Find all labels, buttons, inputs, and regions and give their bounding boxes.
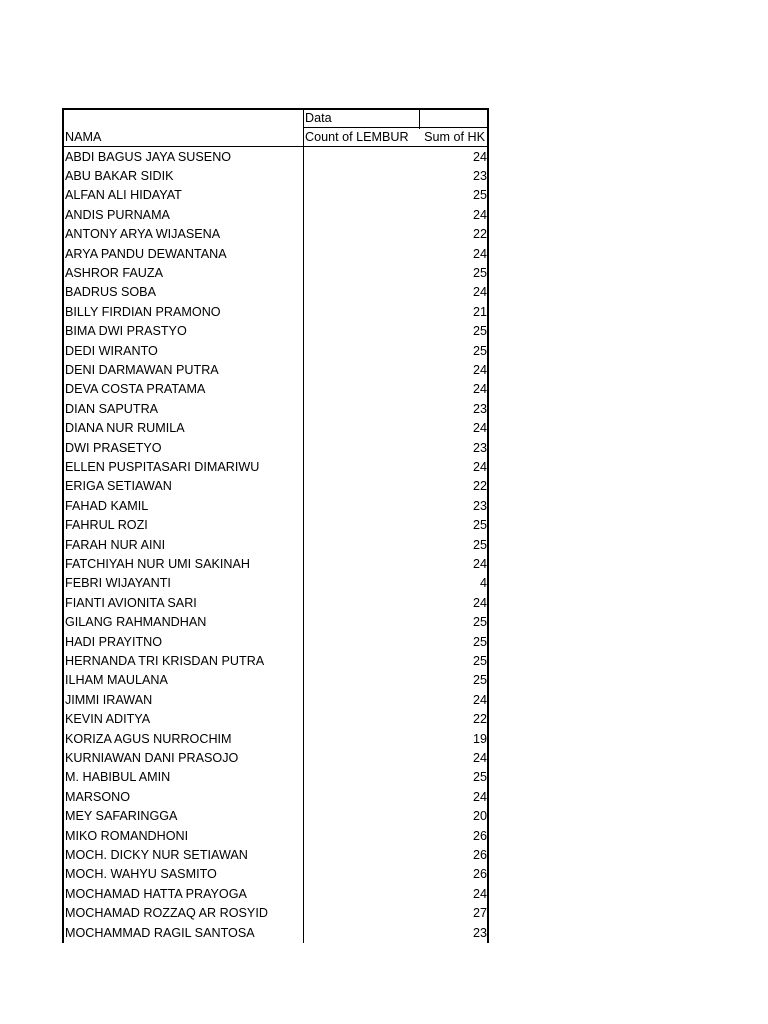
cell-sum-of-hk: 25 [472,518,487,533]
cell-sum-of-hk: 25 [472,188,487,203]
cell-sum-of-hk: 24 [472,207,487,222]
cell-nama: DEVA COSTA PRATAMA [65,382,206,397]
cell-count-of-lembur [304,633,420,652]
table-row [64,613,487,632]
cell-sum-of-hk: 25 [472,615,487,630]
cell-nama: BADRUS SOBA [65,285,156,300]
cell-nama: FATCHIYAH NUR UMI SAKINAH [65,557,250,571]
cell-nama: MOCHAMAD HATTA PRAYOGA [65,886,247,901]
cell-count-of-lembur [304,458,420,477]
cell-count-of-lembur [304,148,420,167]
table-row [64,865,487,884]
cell-nama: ABDI BAGUS JAYA SUSENO [65,149,232,164]
cell-nama: ANDIS PURNAMA [65,207,170,222]
cell-count-of-lembur [304,730,420,749]
header-row-columns [64,128,487,147]
cell-nama: ARYA PANDU DEWANTANA [65,246,227,261]
table-row [64,186,487,205]
cell-count-of-lembur [304,613,420,632]
cell-nama: JIMMI IRAWAN [65,692,153,707]
cell-count-of-lembur [304,904,420,923]
cell-sum-of-hk: 24 [472,751,487,765]
cell-sum-of-hk: 26 [472,867,487,882]
cell-sum-of-hk: 26 [472,828,487,843]
cell-nama: FAHRUL ROZI [65,518,148,533]
cell-sum-of-hk: 24 [472,886,487,901]
cell-nama: DIAN SAPUTRA [65,401,159,416]
cell-count-of-lembur [304,768,420,787]
cell-sum-of-hk: 20 [472,809,487,824]
cell-nama: HADI PRAYITNO [65,634,163,649]
cell-sum-of-hk: 21 [472,304,487,319]
cell-sum-of-hk: 24 [472,363,487,377]
cell-count-of-lembur [304,380,420,399]
cell-nama: HERNANDA TRI KRISDAN PUTRA [65,654,265,668]
cell-nama: DEDI WIRANTO [65,343,158,358]
cell-count-of-lembur [304,186,420,205]
cell-count-of-lembur [304,361,420,380]
cell-sum-of-hk: 24 [472,421,487,436]
cell-count-of-lembur [304,827,420,846]
table-row [64,419,487,438]
cell-nama: FIANTI AVIONITA SARI [65,595,197,610]
table-row [64,652,487,671]
cell-count-of-lembur [304,400,420,419]
cell-sum-of-hk: 25 [472,343,487,358]
table-row [64,691,487,710]
cell-nama: MARSONO [65,789,131,804]
cell-nama: MOCH. DICKY NUR SETIAWAN [65,848,248,862]
table-row [64,807,487,826]
table-row [64,846,487,865]
cell-nama: KORIZA AGUS NURROCHIM [65,731,232,746]
table-row [64,536,487,555]
cell-count-of-lembur [304,885,420,904]
cell-nama: M. HABIBUL AMIN [65,770,171,785]
cell-nama: MOCHAMMAD RAGIL SANTOSA [65,925,255,940]
cell-count-of-lembur [304,846,420,865]
cell-sum-of-hk: 25 [472,537,487,552]
cell-count-of-lembur [304,574,420,593]
table-row [64,283,487,302]
cell-count-of-lembur [304,749,420,768]
cell-sum-of-hk: 24 [472,149,487,164]
cell-count-of-lembur [304,865,420,884]
cell-count-of-lembur [304,225,420,244]
cell-nama: DIANA NUR RUMILA [65,421,185,436]
column-header-count-of-lembur: Count of LEMBUR [305,130,409,144]
table-row [64,594,487,613]
cell-nama: GILANG RAHMANDHAN [65,615,207,630]
table-row [64,148,487,167]
table-row [64,885,487,904]
cell-sum-of-hk: 23 [472,401,487,416]
cell-sum-of-hk: 25 [472,634,487,649]
cell-sum-of-hk: 23 [472,925,487,940]
column-header-sum-of-hk: Sum of HK [424,130,485,144]
cell-nama: MOCHAMAD ROZZAQ AR ROSYID [65,906,268,921]
header-row-data [64,109,487,128]
cell-nama: FARAH NUR AINI [65,537,166,552]
cell-nama: ABU BAKAR SIDIK [65,169,174,183]
table-row [64,400,487,419]
table-row [64,633,487,652]
cell-count-of-lembur [304,788,420,807]
cell-sum-of-hk: 24 [472,692,487,707]
cell-nama: MEY SAFARINGGA [65,809,178,824]
cell-sum-of-hk: 22 [472,479,487,494]
cell-sum-of-hk: 22 [472,227,487,242]
table-row [64,380,487,399]
cell-count-of-lembur [304,710,420,729]
cell-nama: ERIGA SETIAWAN [65,479,172,494]
cell-sum-of-hk: 24 [472,789,487,804]
table-row [64,924,487,943]
cell-nama: DENI DARMAWAN PUTRA [65,363,219,377]
table-row [64,788,487,807]
column-header-nama: NAMA [65,130,102,144]
cell-count-of-lembur [304,555,420,574]
cell-count-of-lembur [304,206,420,225]
table-row [64,827,487,846]
cell-sum-of-hk: 25 [472,770,487,785]
cell-nama: ALFAN ALI HIDAYAT [65,188,182,203]
table-row [64,206,487,225]
cell-sum-of-hk: 19 [472,731,487,746]
cell-nama: KEVIN ADITYA [65,712,151,727]
cell-nama: ASHROR FAUZA [65,266,163,280]
cell-count-of-lembur [304,283,420,302]
cell-nama: ILHAM MAULANA [65,673,168,688]
table-row [64,555,487,574]
table-row [64,342,487,361]
cell-count-of-lembur [304,419,420,438]
cell-nama: DWI PRASETYO [65,440,162,455]
cell-nama: BILLY FIRDIAN PRAMONO [65,304,221,319]
cell-count-of-lembur [304,342,420,361]
table-row [64,574,487,593]
cell-sum-of-hk: 24 [472,285,487,300]
table-row [64,497,487,516]
cell-sum-of-hk: 24 [472,246,487,261]
cell-nama: ANTONY ARYA WIJASENA [65,227,221,242]
cell-sum-of-hk: 23 [472,498,487,513]
cell-nama: KURNIAWAN DANI PRASOJO [65,751,239,765]
cell-count-of-lembur [304,691,420,710]
table-row [64,322,487,341]
table-row [64,245,487,264]
table-row [64,671,487,690]
table-row [64,361,487,380]
cell-sum-of-hk: 25 [472,324,487,339]
cell-sum-of-hk: 25 [472,673,487,688]
cell-count-of-lembur [304,497,420,516]
cell-sum-of-hk: 25 [472,654,487,668]
cell-count-of-lembur [304,439,420,458]
cell-sum-of-hk: 24 [472,595,487,610]
cell-sum-of-hk: 24 [472,382,487,397]
cell-sum-of-hk: 26 [472,848,487,862]
cell-sum-of-hk: 24 [472,557,487,571]
cell-count-of-lembur [304,264,420,283]
table-row [64,768,487,787]
table-row [64,439,487,458]
cell-nama: ELLEN PUSPITASARI DIMARIWU [65,460,260,474]
cell-count-of-lembur [304,671,420,690]
cell-sum-of-hk: 27 [472,906,487,921]
cell-sum-of-hk: 23 [472,169,487,183]
cell-count-of-lembur [304,303,420,322]
cell-count-of-lembur [304,516,420,535]
table-row [64,225,487,244]
cell-nama: BIMA DWI PRASTYO [65,324,187,339]
table-row [64,749,487,768]
pivot-table [62,108,489,943]
table-row [64,303,487,322]
table-row [64,904,487,923]
cell-nama: MIKO ROMANDHONI [65,828,189,843]
table-row [64,264,487,283]
cell-count-of-lembur [304,245,420,264]
cell-count-of-lembur [304,924,420,943]
cell-sum-of-hk: 4 [479,576,487,591]
cell-sum-of-hk: 24 [472,460,487,474]
cell-count-of-lembur [304,167,420,186]
cell-count-of-lembur [304,652,420,671]
cell-nama: FEBRI WIJAYANTI [65,576,171,591]
cell-nama: MOCH. WAHYU SASMITO [65,867,217,882]
table-row [64,710,487,729]
table-row [64,516,487,535]
cell-sum-of-hk: 23 [472,440,487,455]
cell-count-of-lembur [304,807,420,826]
cell-count-of-lembur [304,477,420,496]
cell-nama: FAHAD KAMIL [65,498,149,513]
cell-count-of-lembur [304,536,420,555]
table-row [64,167,487,186]
cell-count-of-lembur [304,322,420,341]
table-row [64,458,487,477]
cell-sum-of-hk: 25 [472,266,487,280]
table-row [64,730,487,749]
table-row [64,477,487,496]
header-data-label: Data [305,111,332,125]
cell-sum-of-hk: 22 [472,712,487,727]
cell-count-of-lembur [304,594,420,613]
